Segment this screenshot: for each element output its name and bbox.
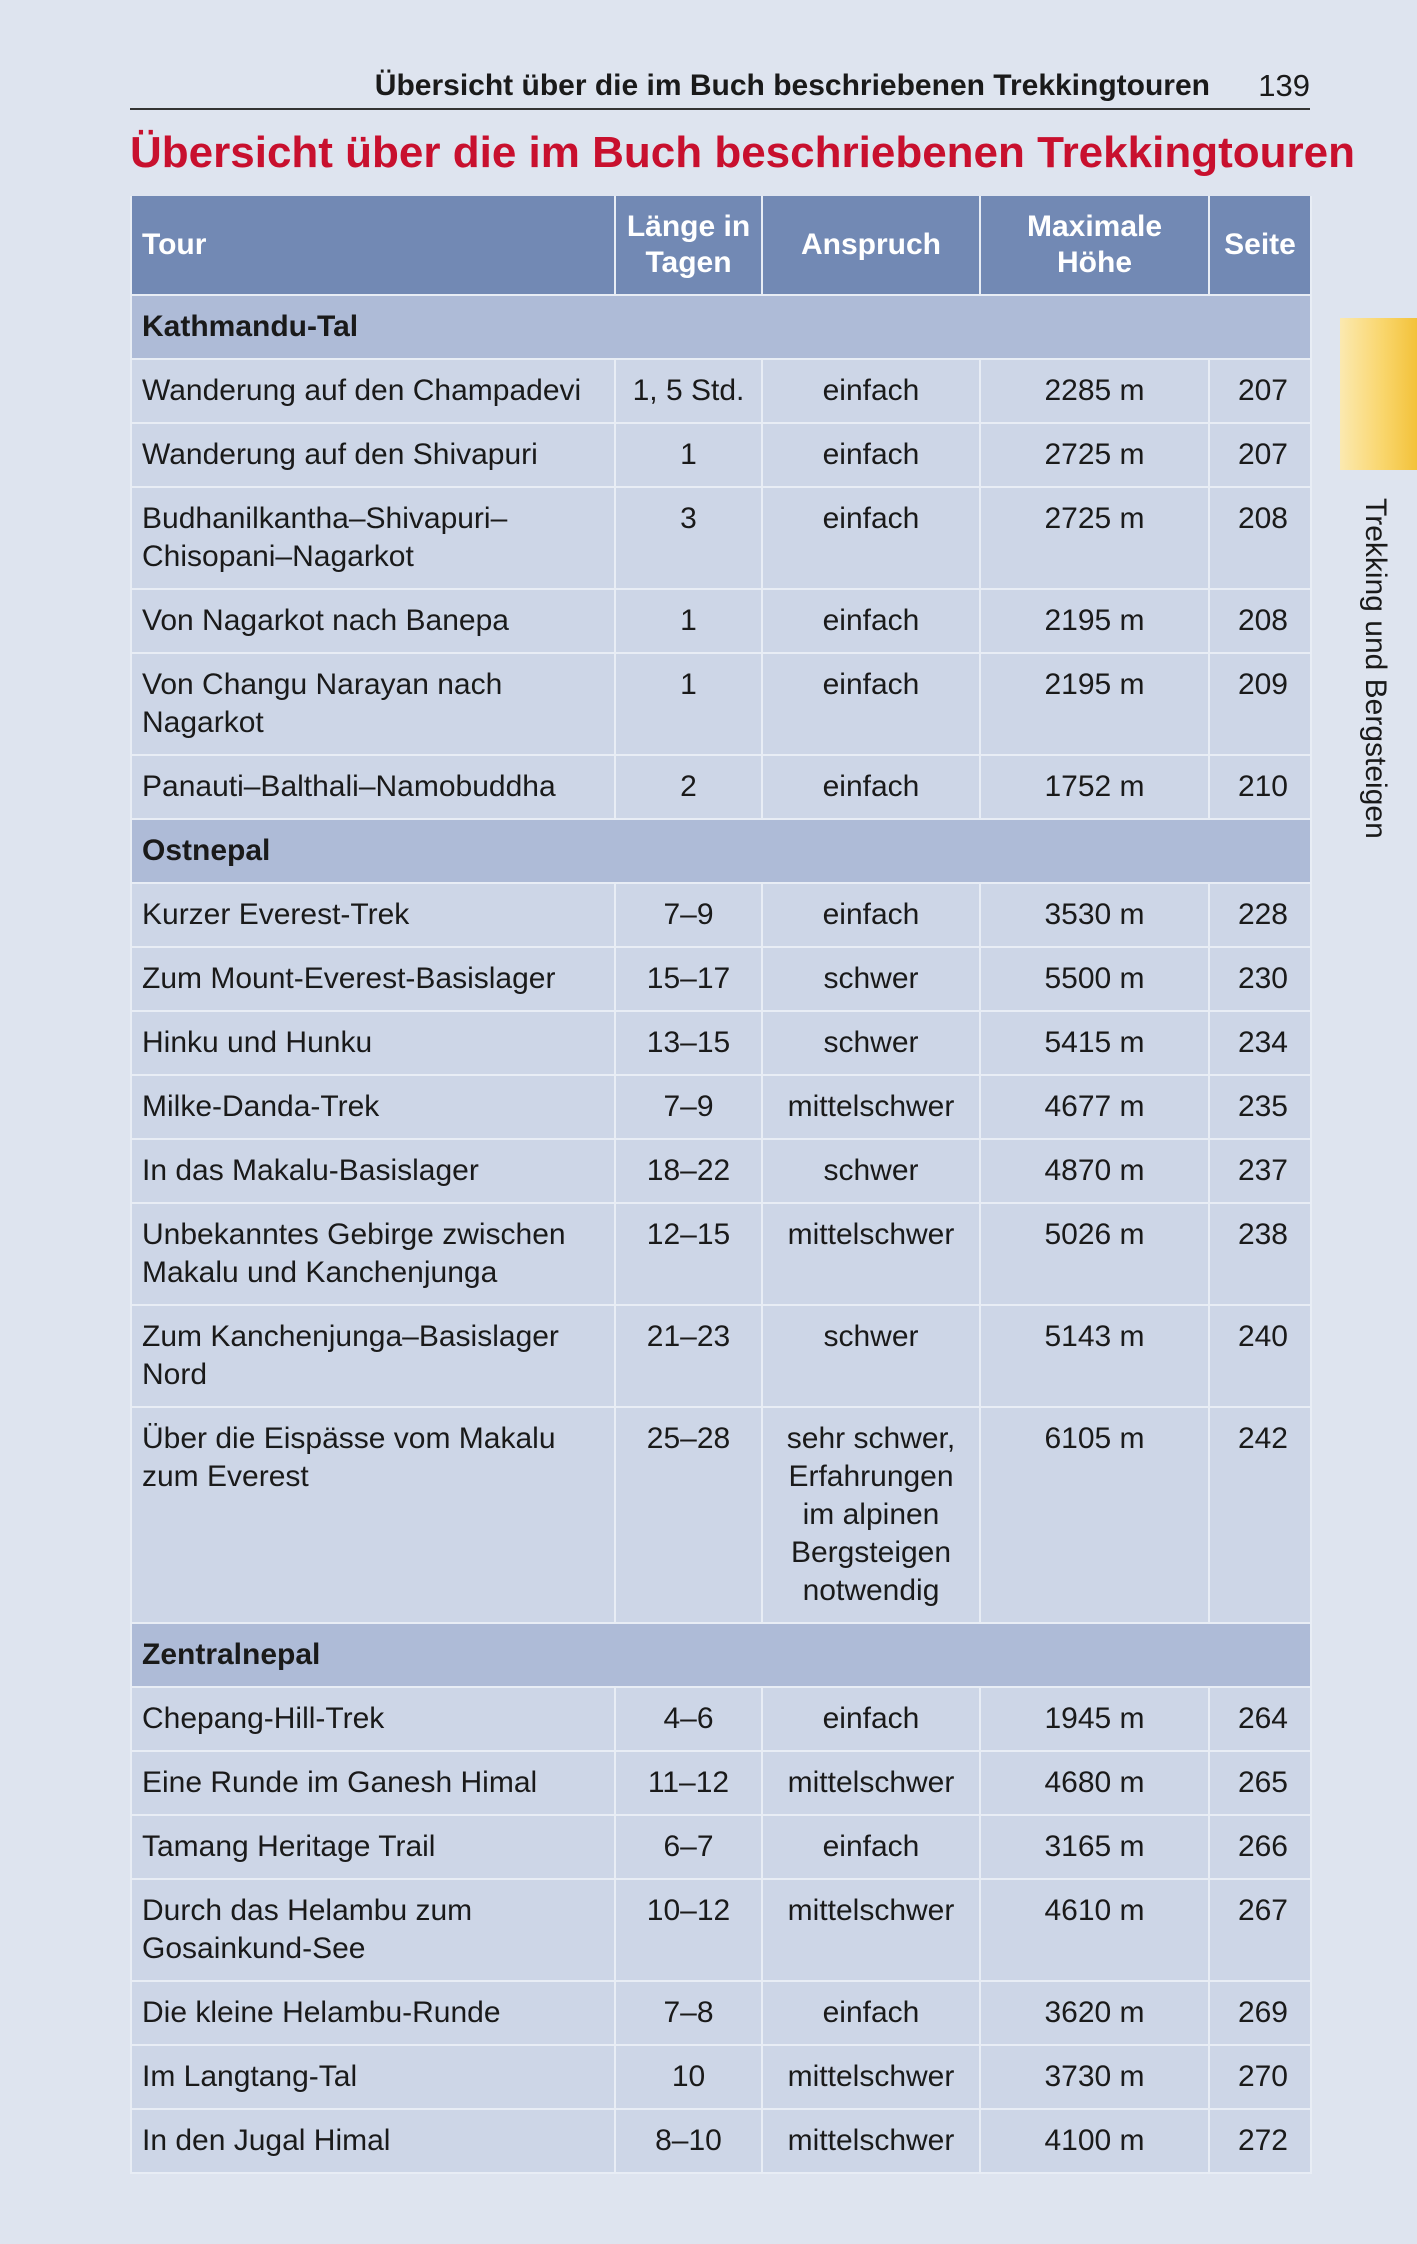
cell-altitude: 4100 m — [980, 2109, 1209, 2173]
cell-altitude: 5415 m — [980, 1011, 1209, 1075]
cell-difficulty: mittelschwer — [762, 1751, 980, 1815]
table-row — [131, 947, 1311, 1011]
table-body — [131, 295, 1311, 2173]
column-header-altitude: Maximale Höhe — [980, 196, 1209, 295]
table-row — [131, 653, 1311, 755]
cell-tour: Eine Runde im Ganesh Himal — [131, 1751, 615, 1815]
cell-days: 1 — [615, 423, 762, 487]
column-header-difficulty: Anspruch — [762, 196, 980, 295]
cell-days: 15–17 — [615, 947, 762, 1011]
cell-tour: Von Nagarkot nach Banepa — [131, 589, 615, 653]
cell-page: 238 — [1209, 1203, 1311, 1305]
cell-page: 242 — [1209, 1407, 1311, 1623]
cell-days: 7–9 — [615, 1075, 762, 1139]
cell-days: 1 — [615, 653, 762, 755]
cell-days: 21–23 — [615, 1305, 762, 1407]
cell-difficulty: schwer — [762, 947, 980, 1011]
cell-page: 267 — [1209, 1879, 1311, 1981]
cell-altitude: 5143 m — [980, 1305, 1209, 1407]
cell-page: 266 — [1209, 1815, 1311, 1879]
cell-page: 234 — [1209, 1011, 1311, 1075]
table-row — [131, 2109, 1311, 2173]
table-row — [131, 1815, 1311, 1879]
cell-page: 237 — [1209, 1139, 1311, 1203]
cell-days: 7–8 — [615, 1981, 762, 2045]
table-row — [131, 1011, 1311, 1075]
cell-difficulty: einfach — [762, 1981, 980, 2045]
cell-tour: Zum Kanchenjunga–Basislager Nord — [131, 1305, 615, 1407]
cell-tour: Über die Eispässe vom Makalu zum Everest — [131, 1407, 615, 1623]
cell-tour: Chepang-Hill-Trek — [131, 1687, 615, 1751]
running-header-title: Übersicht über die im Buch beschriebenen Trekkingtouren — [374, 69, 1210, 102]
cell-difficulty: einfach — [762, 359, 980, 423]
cell-difficulty: einfach — [762, 1815, 980, 1879]
cell-tour: Milke-Danda-Trek — [131, 1075, 615, 1139]
section-row — [131, 1623, 1311, 1687]
cell-tour: In das Makalu-Basislager — [131, 1139, 615, 1203]
page-number: 139 — [1258, 68, 1310, 103]
cell-tour: Hinku und Hunku — [131, 1011, 615, 1075]
cell-difficulty: sehr schwer, Erfahrungen im alpinen Bergsteigen notwendig — [762, 1407, 980, 1623]
trekking-tours-table — [130, 196, 1312, 2174]
cell-difficulty: mittelschwer — [762, 1203, 980, 1305]
running-header — [130, 64, 1310, 110]
cell-altitude: 4870 m — [980, 1139, 1209, 1203]
table-row — [131, 1981, 1311, 2045]
cell-difficulty: mittelschwer — [762, 1075, 980, 1139]
cell-days: 4–6 — [615, 1687, 762, 1751]
cell-difficulty: einfach — [762, 883, 980, 947]
cell-tour: Budhanilkantha–Shivapuri–Chisopani–Nagarkot — [131, 487, 615, 589]
cell-altitude: 5026 m — [980, 1203, 1209, 1305]
cell-page: 270 — [1209, 2045, 1311, 2109]
cell-days: 6–7 — [615, 1815, 762, 1879]
cell-page: 210 — [1209, 755, 1311, 819]
cell-altitude: 4677 m — [980, 1075, 1209, 1139]
table-row — [131, 1687, 1311, 1751]
cell-tour: Wanderung auf den Shivapuri — [131, 423, 615, 487]
table-row — [131, 1075, 1311, 1139]
cell-difficulty: mittelschwer — [762, 1879, 980, 1981]
cell-days: 18–22 — [615, 1139, 762, 1203]
cell-altitude: 4680 m — [980, 1751, 1209, 1815]
cell-page: 265 — [1209, 1751, 1311, 1815]
cell-tour: Unbekanntes Gebirge zwischen Makalu und Kanchenjunga — [131, 1203, 615, 1305]
cell-page: 264 — [1209, 1687, 1311, 1751]
cell-days: 12–15 — [615, 1203, 762, 1305]
chapter-tab-marker — [1340, 318, 1417, 470]
column-header-page: Seite — [1209, 196, 1311, 295]
cell-tour: Durch das Helambu zum Gosainkund-See — [131, 1879, 615, 1981]
table-row — [131, 2045, 1311, 2109]
cell-tour: Wanderung auf den Champadevi — [131, 359, 615, 423]
cell-days: 13–15 — [615, 1011, 762, 1075]
cell-altitude: 3165 m — [980, 1815, 1209, 1879]
cell-page: 207 — [1209, 423, 1311, 487]
table-row — [131, 883, 1311, 947]
cell-altitude: 5500 m — [980, 947, 1209, 1011]
cell-days: 3 — [615, 487, 762, 589]
cell-tour: Tamang Heritage Trail — [131, 1815, 615, 1879]
cell-difficulty: schwer — [762, 1305, 980, 1407]
cell-days: 10–12 — [615, 1879, 762, 1981]
cell-altitude: 6105 m — [980, 1407, 1209, 1623]
cell-page: 208 — [1209, 589, 1311, 653]
cell-altitude: 2725 m — [980, 487, 1209, 589]
cell-tour: Kurzer Everest-Trek — [131, 883, 615, 947]
cell-difficulty: mittelschwer — [762, 2109, 980, 2173]
cell-tour: Von Changu Narayan nach Nagarkot — [131, 653, 615, 755]
cell-altitude: 1752 m — [980, 755, 1209, 819]
table-row — [131, 1139, 1311, 1203]
cell-tour: In den Jugal Himal — [131, 2109, 615, 2173]
cell-difficulty: mittelschwer — [762, 2045, 980, 2109]
cell-difficulty: schwer — [762, 1011, 980, 1075]
table-row — [131, 1407, 1311, 1623]
section-row — [131, 819, 1311, 883]
cell-difficulty: schwer — [762, 1139, 980, 1203]
cell-days: 10 — [615, 2045, 762, 2109]
table-row — [131, 1751, 1311, 1815]
cell-page: 240 — [1209, 1305, 1311, 1407]
cell-days: 8–10 — [615, 2109, 762, 2173]
cell-difficulty: einfach — [762, 1687, 980, 1751]
cell-page: 230 — [1209, 947, 1311, 1011]
section-title: Ostnepal — [131, 819, 1311, 883]
cell-altitude: 3530 m — [980, 883, 1209, 947]
table-row — [131, 589, 1311, 653]
cell-days: 25–28 — [615, 1407, 762, 1623]
cell-days: 2 — [615, 755, 762, 819]
chapter-side-label: Trekking und Bergsteigen — [1359, 498, 1392, 839]
cell-page: 209 — [1209, 653, 1311, 755]
cell-difficulty: einfach — [762, 755, 980, 819]
table-row — [131, 1879, 1311, 1981]
cell-altitude: 2195 m — [980, 653, 1209, 755]
cell-page: 269 — [1209, 1981, 1311, 2045]
cell-altitude: 4610 m — [980, 1879, 1209, 1981]
cell-days: 1, 5 Std. — [615, 359, 762, 423]
page-title: Übersicht über die im Buch beschriebenen Trekkingtouren — [130, 128, 1355, 177]
cell-altitude: 2195 m — [980, 589, 1209, 653]
cell-difficulty: einfach — [762, 487, 980, 589]
table-row — [131, 1305, 1311, 1407]
cell-days: 11–12 — [615, 1751, 762, 1815]
table-row — [131, 423, 1311, 487]
cell-altitude: 1945 m — [980, 1687, 1209, 1751]
cell-difficulty: einfach — [762, 589, 980, 653]
cell-page: 235 — [1209, 1075, 1311, 1139]
cell-days: 7–9 — [615, 883, 762, 947]
table-row — [131, 755, 1311, 819]
cell-page: 208 — [1209, 487, 1311, 589]
cell-altitude: 2725 m — [980, 423, 1209, 487]
cell-altitude: 3730 m — [980, 2045, 1209, 2109]
table-row — [131, 359, 1311, 423]
column-header-days: Länge in Tagen — [615, 196, 762, 295]
cell-difficulty: einfach — [762, 423, 980, 487]
cell-tour: Zum Mount-Everest-Basislager — [131, 947, 615, 1011]
cell-page: 228 — [1209, 883, 1311, 947]
cell-tour: Panauti–Balthali–Namobuddha — [131, 755, 615, 819]
cell-page: 207 — [1209, 359, 1311, 423]
cell-altitude: 3620 m — [980, 1981, 1209, 2045]
table-row — [131, 487, 1311, 589]
section-title: Zentralnepal — [131, 1623, 1311, 1687]
cell-days: 1 — [615, 589, 762, 653]
cell-altitude: 2285 m — [980, 359, 1209, 423]
cell-difficulty: einfach — [762, 653, 980, 755]
cell-tour: Die kleine Helambu-Runde — [131, 1981, 615, 2045]
column-header-tour: Tour — [131, 196, 615, 295]
cell-page: 272 — [1209, 2109, 1311, 2173]
table-header-row — [131, 196, 1311, 295]
cell-tour: Im Langtang-Tal — [131, 2045, 615, 2109]
section-title: Kathmandu-Tal — [131, 295, 1311, 359]
table-row — [131, 1203, 1311, 1305]
section-row — [131, 295, 1311, 359]
